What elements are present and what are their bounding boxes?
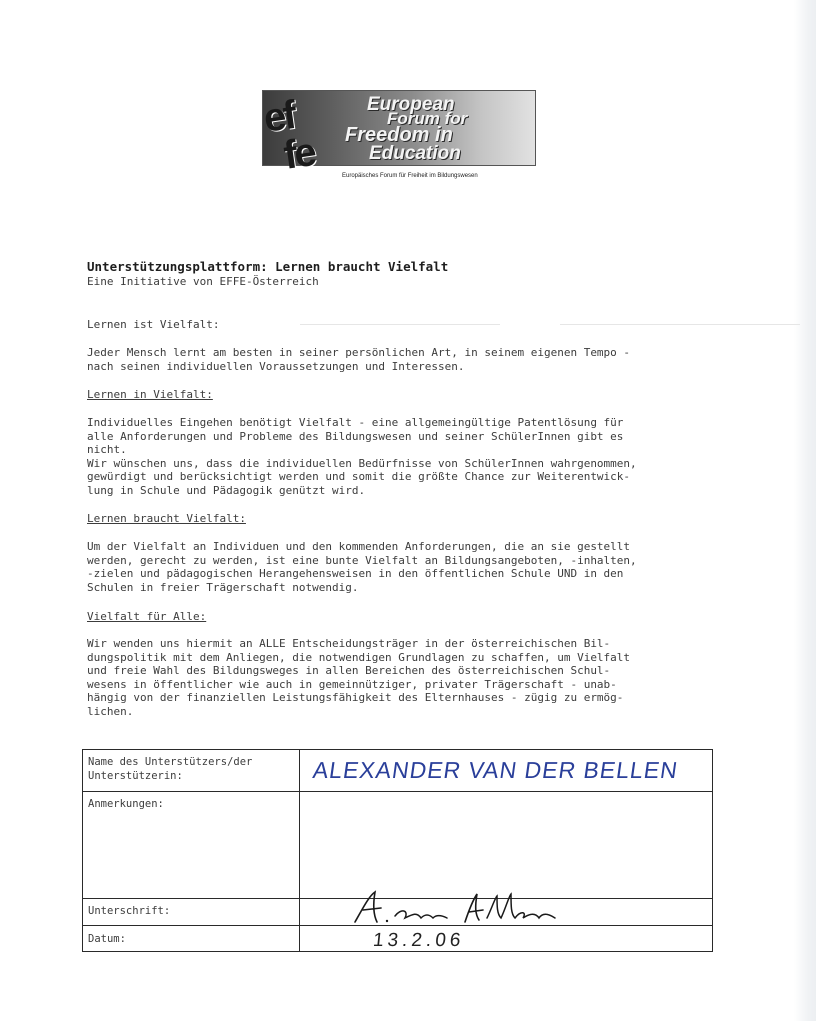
scan-artifact bbox=[300, 324, 500, 325]
intro-paragraph: Jeder Mensch lernt am besten in seiner persönlichen Art, in seinem eigenen Tempo - nach seinen individuellen Voraussetzungen und Interessen. bbox=[87, 346, 631, 373]
section-paragraph-lernen-in-vielfalt: Individuelles Eingehen benötigt Vielfalt - eine allgemeingültige Patentlösung für alle Anforderungen und Probleme des Bildungswesen und seiner SchülerInnen gibt es nicht. Wir wünschen uns, dass die individuellen Bedürfnisse von SchülerInnen wahrgenommen, gewürdigt und berücksichtigt werden und somit die größte Chance zur Weiterentwick- lung in Schule und Pädagogik genützt wird. bbox=[87, 416, 637, 497]
logo-word-forum: Forum for bbox=[387, 109, 468, 128]
section-paragraph-vielfalt-fuer-alle: Wir wenden uns hiermit an ALLE Entscheidungsträger in der österreichischen Bil- dungspolitik mit dem Anliegen, die notwendigen Grundlagen zu schaffen, um Vielfalt und freie Wahl des Bildungsweges in allen Bereichen des österreichischen Schul- wesens in öffentlicher wie auch in gemeinnütziger, privater Trägerschaft - unab- hängig von der finanziellen Leistungsfähigkeit des Elternhauses - zügig zu ermög- lichen. bbox=[87, 637, 631, 718]
document-subtitle: Eine Initiative von EFFE-Österreich bbox=[87, 275, 319, 288]
logo-word-freedom: Freedom in bbox=[345, 124, 453, 146]
date-field-value[interactable]: 13.2.06 bbox=[371, 930, 466, 951]
form-column-divider bbox=[299, 750, 300, 951]
section-paragraph-lernen-braucht-vielfalt: Um der Vielfalt an Individuen und den kommenden Anforderungen, die an sie gestellt werden, gerecht zu werden, ist eine bunte Vielfalt an Bildungsangeboten, -inhalten, -zielen und pädagogischen Herangehensweisen in den öffentlichen Schule UND in den Schulen in freier Trägerschaft notwendig. bbox=[87, 540, 637, 594]
form-row-divider bbox=[83, 791, 712, 792]
logo-mark-ef: ef bbox=[261, 93, 297, 141]
signature-field-label: Unterschrift: bbox=[88, 905, 171, 917]
supporter-form bbox=[82, 749, 713, 952]
name-field-label: Name des Unterstützers/der Unterstützerin: bbox=[88, 756, 253, 782]
intro-heading: Lernen ist Vielfalt: bbox=[87, 318, 220, 331]
logo-mark-fe: fe bbox=[281, 130, 317, 178]
logo-word-education: Education bbox=[369, 143, 461, 164]
scan-artifact bbox=[560, 324, 800, 325]
date-field-label: Datum: bbox=[88, 933, 126, 945]
effe-logo bbox=[262, 87, 536, 185]
section-heading-vielfalt-fuer-alle: Vielfalt für Alle: bbox=[87, 610, 207, 623]
logo-subtitle: Europäisches Forum für Freiheit im Bildungswesen bbox=[342, 173, 478, 179]
remarks-field-label: Anmerkungen: bbox=[88, 798, 164, 810]
scan-edge bbox=[794, 0, 816, 1021]
remarks-field-input[interactable] bbox=[301, 793, 711, 897]
document-title: Unterstützungsplattform: Lernen braucht Vielfalt bbox=[87, 259, 449, 274]
section-heading-lernen-in-vielfalt: Lernen in Vielfalt: bbox=[87, 388, 213, 401]
logo-word-european: European bbox=[367, 94, 455, 115]
section-heading-lernen-braucht-vielfalt: Lernen braucht Vielfalt: bbox=[87, 512, 246, 525]
name-field-value[interactable]: ALEXANDER VAN DER BELLEN bbox=[311, 757, 680, 783]
handwritten-signature[interactable] bbox=[351, 888, 561, 928]
